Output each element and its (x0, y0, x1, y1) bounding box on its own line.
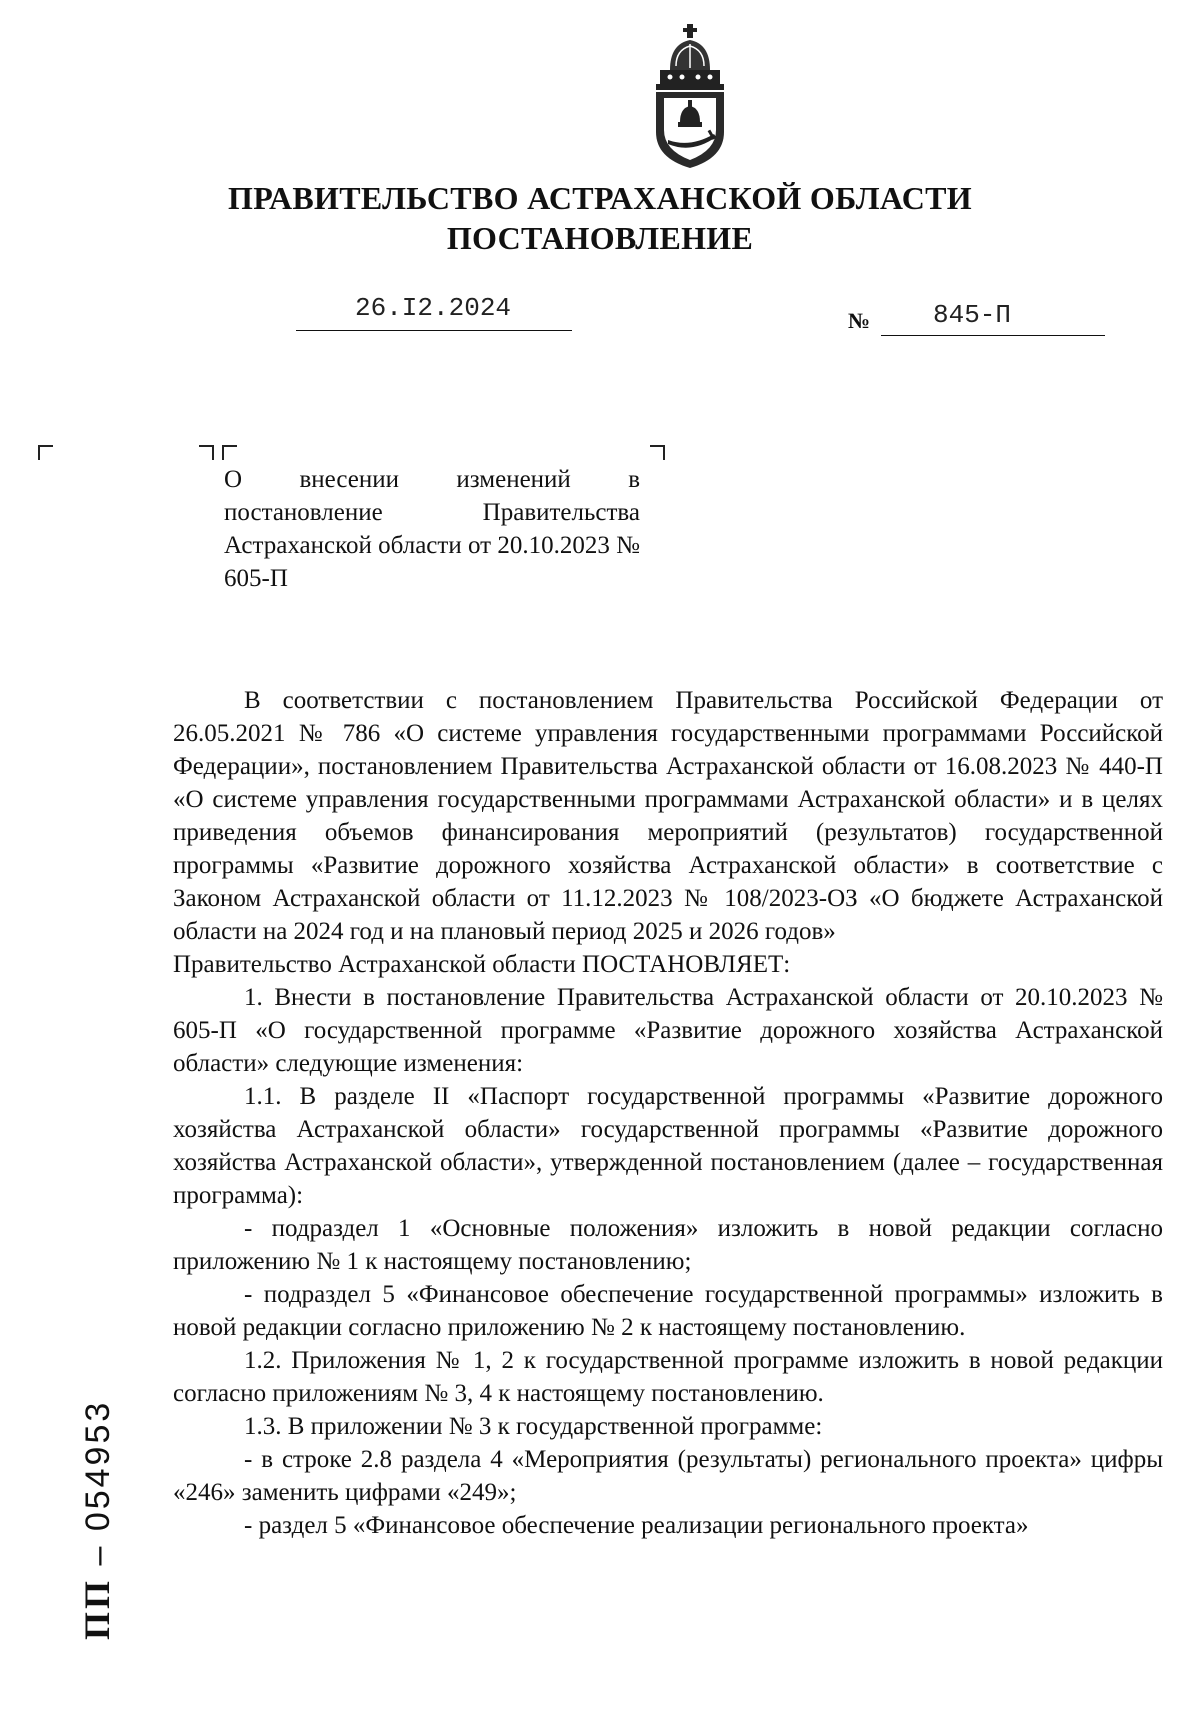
date-underline (296, 330, 572, 331)
paragraph-resolves: Правительство Астраханской области ПОСТАНОВЛЯЕТ: (173, 951, 791, 978)
decree-subject: О внесении изменений в постановление Правительства Астраханской области от 20.10.2023 № 605-П (224, 466, 640, 592)
serial-digits: – 054953 (79, 1399, 117, 1566)
serial-prefix: ПП (77, 1577, 117, 1640)
government-title: ПРАВИТЕЛЬСТВО АСТРАХАНСКОЙ ОБЛАСТИ (228, 180, 972, 216)
decree-date: 26.I2.2024 (355, 293, 512, 323)
corner-mark-left (38, 445, 53, 460)
form-serial-number (76, 1400, 118, 1640)
number-sign: № (848, 308, 871, 333)
paragraph-item-1-1: 1.1. В разделе II «Паспорт государственной программы «Развитие дорожного хозяйства Астраханской области» государственной программы «Развитие дорожного хозяйства Астраханской области», утвержденной постановлением (далее – государственная программа): (173, 1083, 1163, 1209)
paragraph-preamble: В соответствии с постановлением Правительства Российской Федерации от 26.05.2021 № 786 «О системе управления государственными программами Российской Федерации», постановлением Правительства Астраханской области от 16.08.2023 № 440-П «О системе управления государственными программами Астраханской области» и в целях приведения объемов финансирования мероприятий (результатов) государственной программы «Развитие дорожного хозяйства Астраханской области» в соответствие с Законом Астраханской области от 11.12.2023 № 108/2023-ОЗ «О бюджете Астраханской области на 2024 год и на плановый период 2025 и 2026 годов» (173, 687, 1163, 945)
paragraph-item-1-2: 1.2. Приложения № 1, 2 к государственной программе изложить в новой редакции согласно приложениям № 3, 4 к настоящему постановлению. (173, 1347, 1163, 1407)
paragraph-item-1-1-b: - подраздел 5 «Финансовое обеспечение государственной программы» изложить в новой редакции согласно приложению № 2 к настоящему постановлению. (173, 1281, 1163, 1341)
document-type-title: ПОСТАНОВЛЕНИЕ (446, 220, 754, 256)
paragraph-item-1: 1. Внести в постановление Правительства Астраханской области от 20.10.2023 № 605-П «О государственной программе «Развитие дорожного хозяйства Астраханской области» следующие изменения: (173, 984, 1163, 1077)
paragraph-item-1-3: 1.3. В приложении № 3 к государственной программе: (244, 1413, 823, 1440)
paragraph-item-1-3-b: - раздел 5 «Финансовое обеспечение реализации регионального проекта» (244, 1512, 1029, 1539)
coat-of-arms-emblem (640, 22, 740, 172)
corner-mark-mid-left (199, 445, 214, 460)
decree-body (173, 684, 1163, 1542)
paragraph-item-1-1-a: - подраздел 1 «Основные положения» изложить в новой редакции согласно приложению № 1 к настоящему постановлению; (173, 1215, 1163, 1275)
paragraph-item-1-3-a: - в строке 2.8 раздела 4 «Мероприятия (результаты) регионального проекта» цифры «246» заменить цифрами «249»; (173, 1446, 1163, 1506)
corner-mark-mid-right (222, 445, 237, 460)
number-underline (881, 335, 1105, 336)
corner-mark-right (650, 445, 665, 460)
decree-number: 845-П (933, 300, 1012, 330)
